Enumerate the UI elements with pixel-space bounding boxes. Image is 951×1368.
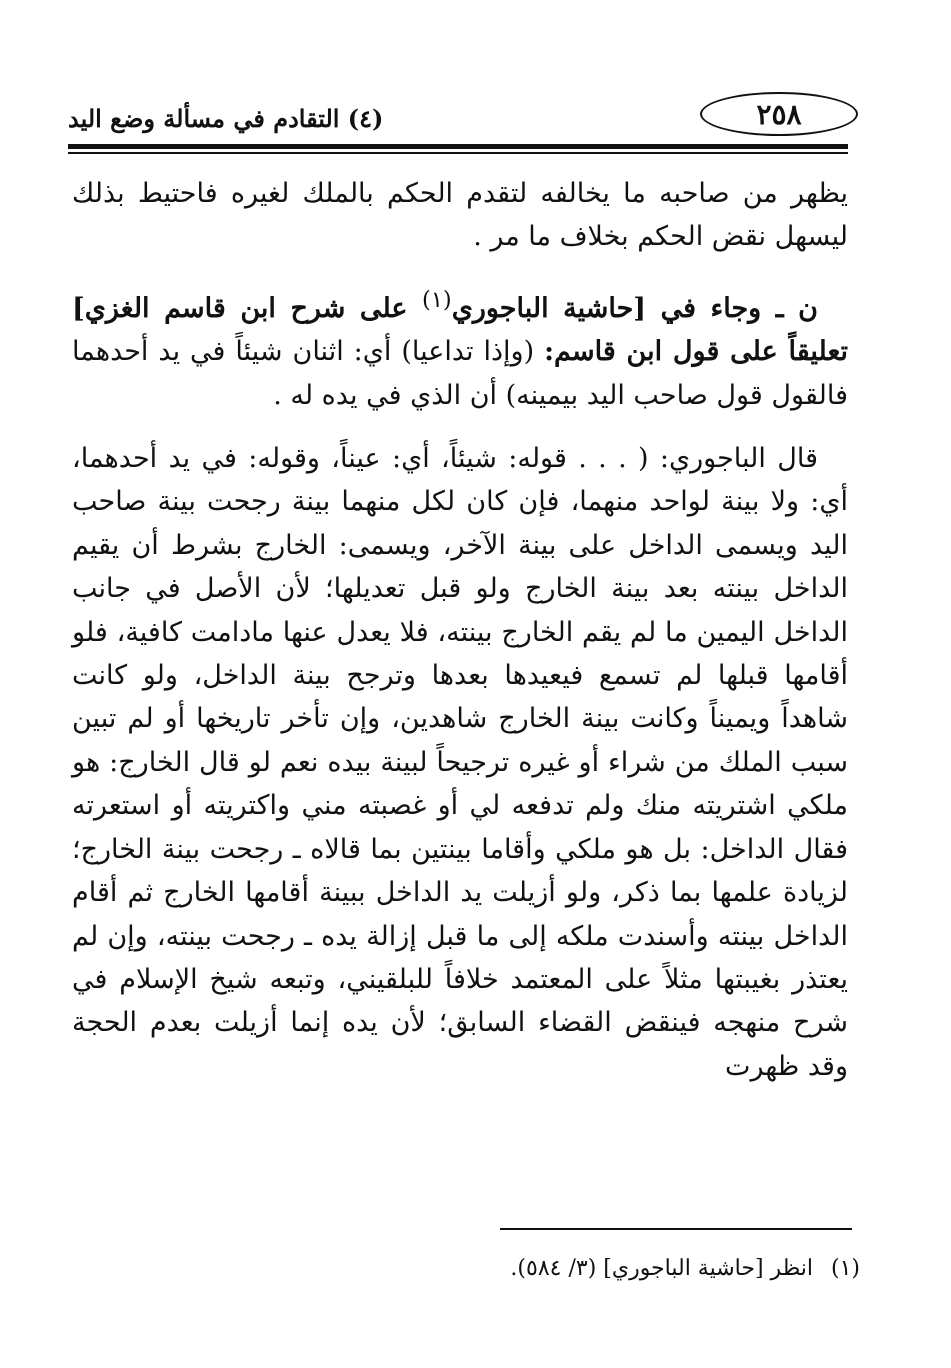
body-text	[72, 172, 848, 1088]
footnote-marker: (١)	[830, 1256, 860, 1281]
paragraph-quote-intro	[72, 279, 848, 417]
paragraph-gap	[72, 259, 848, 279]
footnote-reference: (١)	[422, 286, 452, 313]
header-rule-thin	[68, 152, 848, 154]
quote-intro-bold-b: على شرح ابن قاسم الغزي] تعليقاً على قول ابن قاسم:	[72, 292, 848, 368]
page-number: ٢٥٨	[700, 92, 858, 136]
page-header	[68, 92, 848, 154]
quote-intro-bold-a: ن ـ وجاء في [حاشية الباجوري	[451, 292, 819, 324]
footnote-separator	[500, 1228, 852, 1230]
paragraph-bajuri-quote: قال الباجوري: ( . . . قوله: شيئاً، أي: عيناً، وقوله: في يد أحدهما، أي: ولا بينة لواحد منهما، فإن كان لكل منهما بينة رجحت بينة صاحب اليد ويسمى الداخل على بينة الآخر، ويسمى: الخارج بشرط أن يقيم الداخل بينته بعد بينة الخارج ولو قبل تعديلها؛ لأن الأصل في جانب الداخل اليمين ما لم يقم الخارج بينته، فلا يعدل عنها مادامت كافية، فلو أقامها قبلها لم تسمع فيعيدها بعدها وترجح بينة الداخل، ولو كانت شاهداً ويميناً وكانت بينة الخارج شاهدين، وإن تأخر تاريخها أو لم تبين سبب الملك من شراء أو غيره ترجيحاً لبينة بيده نعم لو قال الخارج: هو ملكي اشتريته منك ولم تدفعه لي أو غصبته مني واكتريته أو استعرته فقال الداخل: بل هو ملكي وأقاما بينتين بما قالاه ـ رجحت بينة الخارج؛ لزيادة علمها بما ذكر، ولو أزيلت يد الداخل ببينة أقامها الخارج ثم أقام الداخل بينته وأسندت ملكه إلى ما قبل إزالة يده ـ رجحت بينته، وإن لم يعتذر بغيبتها مثلاً على المعتمد خلافاً للبلقيني، وتبعه شيخ الإسلام في شرح منهجه فينقض القضاء السابق؛ لأن يده إنما أزيلت بعدم الحجة وقد ظهرت	[72, 443, 848, 1082]
footnote	[300, 1256, 860, 1281]
quote-intro-normal: (وإذا تداعيا) أي: اثنان شيئاً في يد أحدهما فالقول قول صاحب اليد بيمينه) أن الذي في يده له .	[72, 336, 848, 411]
footnote-text: انظر [حاشية الباجوري] (٣/ ٥٨٤).	[510, 1256, 813, 1281]
paragraph-continuation: يظهر من صاحبه ما يخالفه لتقدم الحكم بالملك لغيره فاحتيط بذلك ليسهل نقض الحكم بخلاف ما مر .	[72, 178, 848, 253]
running-title: (٤) التقادم في مسألة وضع اليد	[68, 104, 384, 133]
header-rule-thick	[68, 144, 848, 149]
paragraph-gap	[72, 417, 848, 437]
